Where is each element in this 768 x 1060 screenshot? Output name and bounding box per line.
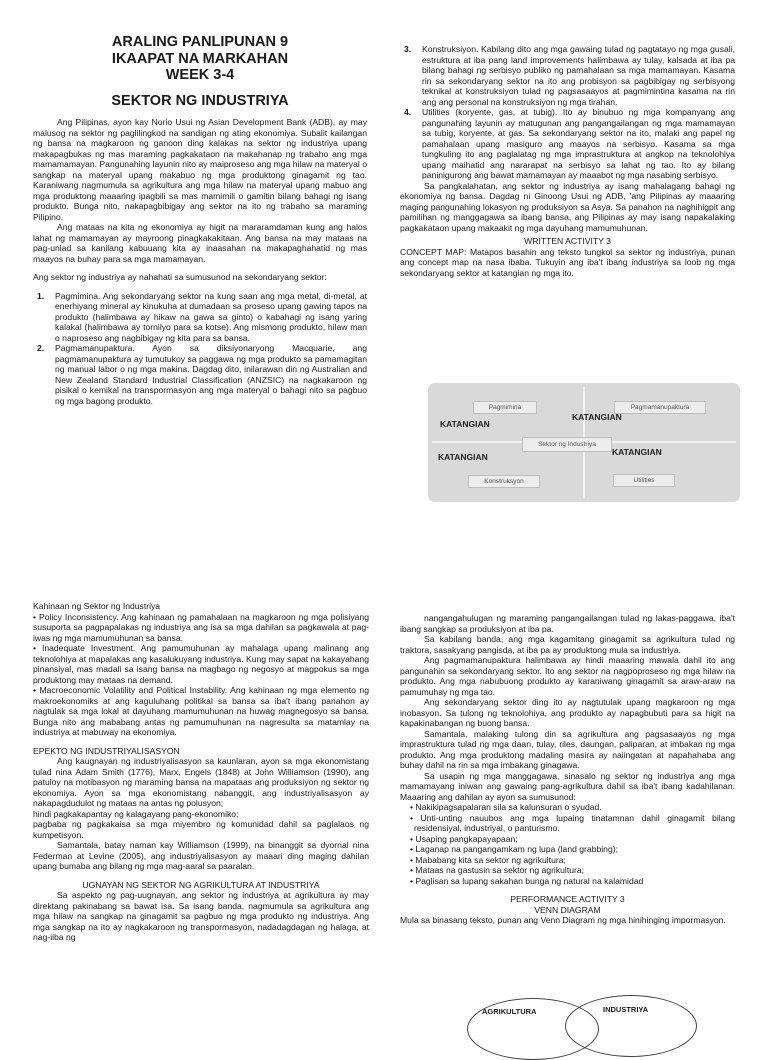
williamson-paragraph: Samantala, batay naman kay Williamson (1999), na binanggit sa dyornal nina Federman at Levine (2005), ang industriyalisasyon ay maaari ding maging dahilan upang bumaba ang bilang ng mga mag-aaral sa paaralan.	[33, 840, 369, 871]
concept-box-pagmimina: Pagmimina	[473, 401, 537, 414]
left-bottom-column	[33, 601, 369, 943]
summary-paragraph: Sa pangkalahatan, ang sektor ng industriya ay isang mahalagang bahagi ng ekonomiya ng bansa. Dagdag ni Ginoong Usui ng ADB, 'ang Pilipinas ay maaaring maging pangunahing lokasyon ng produksiyon sa Asya. Sa panahon na naghihigpit ang pamilihan ng manggagawa sa ibang bansa, ang Pilipinas ay may isang napakalaking pagkakataon upang makaakit ng mga dayuhang mamumuhunan.	[400, 180, 735, 233]
concept-box-utilities: Utilities	[613, 474, 675, 487]
venn-title: VENN DIAGRAM	[534, 904, 601, 915]
concept-box-konstruksyon: Konstruksyon	[468, 475, 540, 488]
right-bottom-column	[400, 613, 735, 926]
innovation-paragraph: Ang sekondaryang sektor ding ito ay nagtutulak upang magkaroon ng mga inobasyon. Sa tulong ng teknolohiya, ang produkto ay napagbubuti para sa higit na kapakinabangan ng buong bansa.	[400, 697, 735, 728]
quarter-title: IKAAPAT NA MARKAHAN	[111, 50, 289, 67]
list-item: 4. Utilities (koryente, gas, at tubig). Ito ay binubuo ng mga kompanyang ang pangunahing layunin ay matugunan ang pangangailangan ng mga mamamayan sa tubig, koryente, at gas. Sa sekondaryang sektor na ito, malaki ang papel ng pamahalaan upang masiguro ang maayos na serbisyo. Kasama sa mga tungkuling ito ang paglalatag ng mga imprastruktura at angkop na teknolohiya upang maihatid ang nararapat na serbisyo sa lahat ng tao. Ito ay bilang paninigurong ang bawat mamamayan ay maaabot ng mga nasabing serbisyo.	[404, 107, 735, 180]
reason-item: • Usaping pangkapayapaan;	[410, 833, 518, 844]
effects-heading: EPEKTO NG INDUSTRIYALISASYON	[33, 745, 180, 756]
reason-item: • Paglisan sa lupang sakahan bunga ng natural na kalamidad	[410, 875, 644, 886]
equipment-paragraph: Sa kabilang banda, ang mga kagamitang ginagamit sa agrikultura tulad ng traktora, sasakyang pangisda, at iba pa ay produktong mula sa industriya.	[400, 634, 735, 655]
list-item: 1. Pagmimina. Ang sekondaryang sektor na kung saan ang mga metal, di-metal, at enerhiyang mineral ay kinukuha at dumadaan sa proseso upang gawing tapos na produkto (halimbawa ay hikaw na gawa sa ginto) o kabahagi ng isang yaring kalakal (halimbawa ay tornilyo para sa kotse). Ang mismong produkto, hilaw man o naproseso ang nagbibigay ng kita para sa bansa.	[37, 290, 367, 343]
subsector-list-1	[33, 291, 367, 407]
income-paragraph: Ang mataas na kita ng ekonomiya ay higit na mararamdaman kung ang halos lahat ng mamamayan ay mayroong pinagkakakitaan. Ang bansa na may mataas na pag-unlad sa kanilang kabuuang kita ay inaasahan na makapaghahatid ng mas maayos na buhay para sa mga mamamayan.	[33, 222, 367, 264]
performance-activity-title: PERFORMANCE ACTIVITY 3	[510, 894, 625, 904]
concept-box-pagmamanupaktura: Pagmamanupaktura	[614, 401, 706, 414]
written-activity-title: WRITTEN ACTIVITY 3	[524, 236, 611, 246]
infrastructure-paragraph: Samantala, malaking tulong din sa agrikultura ang pagsasaayos ng mga imprastruktura tulad ng mga daan, tulay, riles, daungan, paliparan, at imbakan ng mga produkto. Ang mga produktong madaling masira ay naiingatan at napahahaba ang buhay dahil na rin sa mga imbakang ginagawa.	[400, 728, 735, 770]
relationship-heading: UGNAYAN NG SEKTOR NG AGRIKULTURA AT INDUSTRIYA	[82, 879, 320, 890]
subsector-intro: Ang sektor ng industriya ay nahahati sa sumusunod na sekondaryang sektor:	[33, 272, 327, 282]
reason-item: • Mataas na gastusin sa sektor ng agrikultura;	[410, 865, 585, 875]
labor-paragraph: Sa usapin ng mga manggagawa, sinasalo ng sektor ng industriya ang mga mamamayang iniwan ang gawaing pang-agrikultura dahil sa iba't ibang kadahilanan. Maaaring ang dahilan ay ayon sa sumusunod:	[400, 770, 735, 802]
weakness-item: • Policy Inconsistency. Ang kahinaan ng pamahalaan na magkaroon ng mga polisiyang susuporta sa pagpapalakas ng industriya ang isa sa mga dahilan sa pagkawala at pag-iwas ng mga mamumuhunan sa bansa.	[33, 611, 369, 643]
reason-item: • Unti-unting nauubos ang mga lupaing tinatamnan dahil ginagamit bilang residensiyal, industriyal, o panturismo.	[410, 812, 735, 833]
written-activity-instructions: CONCEPT MAP: Matapos basahin ang teksto tungkol sa sektor ng industriya, punan ang concept map na nasa ibaba. Tukuyin ang iba't ibang industriya sa loob ng mga sekondaryang sektor at katangian ng mga ito.	[400, 246, 735, 278]
left-top-column	[33, 34, 367, 406]
katangian-label: KATANGIAN	[612, 447, 662, 457]
performance-activity-instructions: Mula sa binasang teksto, punan ang Venn Diagram ng mga hinihinging impormasyon.	[400, 915, 726, 925]
katangian-label: KATANGIAN	[572, 412, 622, 422]
page-title: SEKTOR NG INDUSTRIYA	[111, 92, 289, 109]
venn-label-agrikultura: AGRIKULTURA	[482, 1007, 537, 1016]
weakness-heading: Kahinaan ng Sektor ng Industriya	[33, 601, 161, 611]
concept-map	[428, 383, 740, 502]
effects-paragraph: Ang kaugnayan ng industriyalisasyon sa kaunlaran, ayon sa mga ekonomistang tulad nina Adam Smith (1776), Marx, Engels (1848) at John Williamson (1990), ang patuloy na motibasyon ng maraming bansa na mapataas ang produksiyon ng sektor ng ekonomiya. Ayon sa mga ekonomistang nabanggit, ang industriyalisasyon ay nakapagdudulot ng mataas na antas ng polusyon;	[33, 756, 369, 808]
venn-label-industriya: INDUSTRIYA	[603, 1005, 649, 1014]
continued-paragraph: nangangahulugan ng maraming pangangailangan tulad ng lakas-paggawa, iba't ibang sangkap sa produksiyon at iba pa.	[400, 613, 735, 634]
reason-item: • Laganap na pangangamkam ng lupa (land grabbing);	[410, 844, 618, 854]
list-item: 3. Konstruksiyon. Kabilang dito ang mga gawaing tulad ng pagtatayo ng mga gusali, estruktura at iba pang land improvements halimbawa ay tulay, kalsada at iba pa bilang bahagi ng serbisyo publiko ng pamahalaan sa mga mamamayan. Kasama rin sa sekondaryang sektor na ito ang probisyon sa pagbibigay ng serbisyong teknikal at konstruksiyon tulad ng pagsasaayos at pagmimintina kasama na rin ang ang personal na konstruksiyon ng mga tirahan.	[404, 44, 735, 107]
relationship-paragraph: Sa aspekto ng pag-uugnayan, ang sektor ng industriya at agrikultura ay may direktang pakinabang sa bawat isa. Sa isang banda, nagmumula sa agrikultura ang mga hilaw na sangkap na ginagamit sa pagbuo ng mga produkto ng industriya. Ang mga sangkap na ito ay nagkakaroon ng transpormasyon, nadadagdagan ng halaga, at nag-iiba ng	[33, 890, 369, 942]
effects-line: hindi pagkakapantay ng kalagayang pang-ekonomiko;	[33, 808, 239, 819]
manufacturing-paragraph: Ang pagmamanupaktura halimbawa ay hindi maaaring mawala dahil ito ang pangunahin sa sekondaryang sektor. Ito ang sektor na nagpoproseso ng mga hilaw na produkto. Ang mga nabubuong produkto ay karaniwang ginagamit sa araw-araw na pamumuhay ng mga tao.	[400, 655, 735, 697]
subject-title: ARALING PANLIPUNAN 9	[111, 34, 289, 50]
right-top-column	[400, 44, 735, 278]
concept-center-box: Sektor ng Industriya	[522, 437, 612, 452]
list-item: 2. Pagmamanupaktura. Ayon sa diksiyonaryong Macquarie, ang pagmamanupaktura ay tumutukoy sa paggawa ng mga produkto sa pamamagitan ng manual labor o ng mga makina. Dagdag dito, inilarawan din ng Australian and New Zealand Standard Industrial Classification (ANZSIC) na nagkakaroon ng pisikal o kemikal na transpormasyon ang mga materyal o bahagi nito sa pagbuo ng mga bagong produkto.	[37, 343, 367, 406]
weakness-item: • Macroeconomic Volatility and Political Instability. Ang kahinaan ng mga elemento ng makroekonomiks at ang kaguluhang politikal sa bansa sa iba't ibang panahon ay nagtulak sa mga lokal at dayuhang mamumuhunan na huwag magnegosyo sa bansa. Bunga nito ang mababang antas ng pamumuhunan na nagresulta sa matamlay na industriya at mabuway na ekonomiya.	[33, 685, 369, 737]
subsector-list-2	[400, 44, 735, 181]
effects-line: pagbaba ng pagkakaisa sa mga miyembro ng komunidad dahil sa paglalaos ng kumpetisyon.	[33, 819, 369, 840]
katangian-label: KATANGIAN	[440, 419, 490, 429]
intro-paragraph: Ang Pilipinas, ayon kay Norio Usui ng Asian Development Bank (ADB), ay may malusog na sektor ng paglilingkod na sandigan ng ating ekonomiya. Subalit kailangan ng bansa na magkaroon ng ganoon ding kalakas na sektor ng industriya upang makapagbukas ng mas maraming pagkakataon na makahanap ng trabaho ang mga mamamamayan. Pangunahing layunin nito ay maiproseso ang mga hilaw na materyal o sangkap na materyal upang makabuo ng mga produktong ginagamit ng tao. Karaniwang nagmumula sa agrikultura ang mga hilaw na materyal upang mabuo ang mga produktong maaaring ipagbili sa mas mamimili o gamitin bilang bahagi ng isang produkto. Bunga nito, nakapagbibigay ang sektor na ito ng trabaho sa maraming Pilipino.	[33, 117, 367, 222]
reason-item: • Mababang kita sa sektor ng agrikultura;	[410, 854, 566, 865]
reason-item: • Nakikipagsapalaran sila sa kalunsuran o syudad.	[410, 802, 602, 812]
katangian-label: KATANGIAN	[438, 452, 488, 462]
week-title: WEEK 3-4	[165, 67, 235, 83]
weakness-item: • Inadequate Investment. Ang pamumuhunan ay mahalaga upang malinang ang teknolohiya at mapalakas ang kasalukuyang industriya. Kung may sapat na kakayahang pinansiyal, mas madali sa isang bansa na magbago ng negosyo at magpokus sa mga produktong may mataas na demand.	[33, 643, 369, 685]
